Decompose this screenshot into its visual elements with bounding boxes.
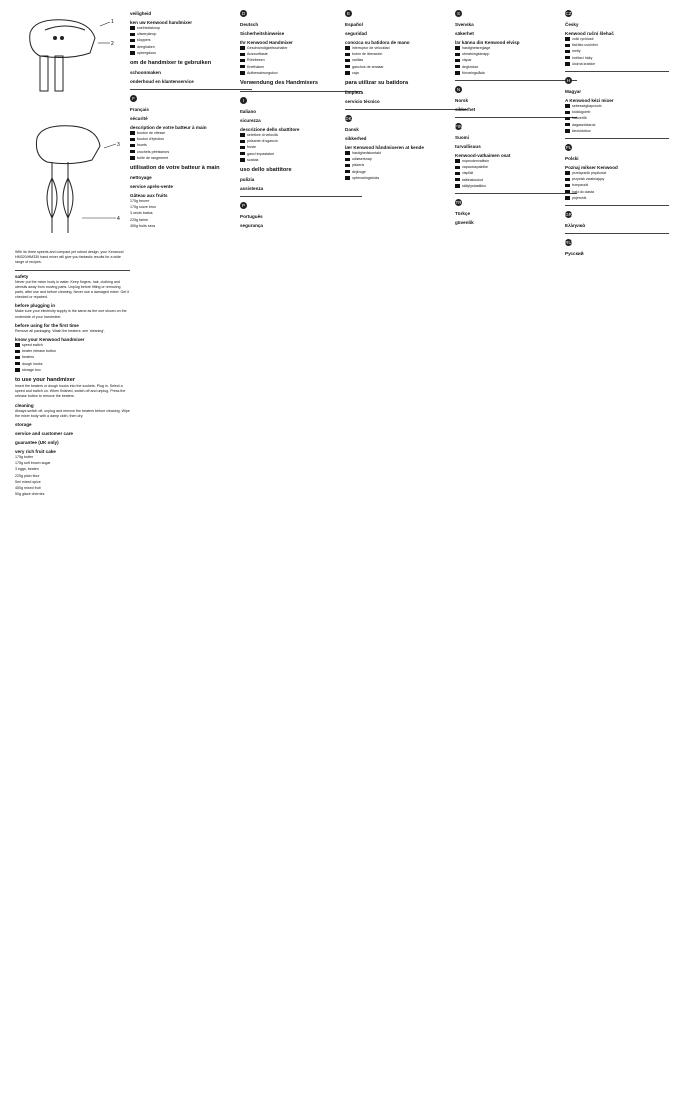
norwegian-safety-heading: sikkerhet [455, 107, 476, 113]
french-flag-icon: F [130, 95, 137, 102]
list-item: Aufbewahrungsbox [240, 71, 362, 76]
list-item: 50g glacé cherries [15, 492, 45, 497]
use-text: Insert the beaters or dough hooks into the sockets. Plug in. Select a speed and switch on. When finished, switch off and unplug. Press the release button to remove the beaters. [15, 384, 126, 399]
key-marker [240, 140, 245, 144]
list-item: dejkroge [345, 170, 467, 175]
list-item: tárolódoboz [565, 129, 669, 134]
list-item: vispilät [455, 171, 577, 176]
spanish-cleaning-heading: limpieza [345, 90, 364, 96]
italian-safety-heading: sicurezza [240, 118, 261, 124]
parts-heading: know your Kenwood handmixer [15, 337, 85, 343]
list-item: 225g plain flour [15, 473, 40, 478]
list-item: pulsante di sgancio [240, 139, 362, 144]
list-item: nopeudenvalitsin [455, 159, 577, 164]
list-item: botón de liberación [345, 52, 467, 57]
italian-parts-heading: descrizione dello sbattitore [240, 127, 300, 133]
list-item: udløserknap [345, 157, 467, 162]
spanish-safety-heading: seguridad [345, 31, 367, 36]
swedish-safety-heading: säkerhet [455, 31, 474, 36]
list-item: 175g soft brown sugar [15, 461, 51, 466]
hungarian-flag-icon: H [566, 78, 571, 84]
before-heading: before plugging in [15, 303, 56, 309]
use-heading: om de handmixer te gebruiken [130, 60, 212, 67]
key-marker [345, 164, 350, 168]
first-use-heading: before using for the first time [15, 322, 79, 328]
key-marker [565, 171, 570, 175]
greek-title: Ελληνικά [565, 223, 586, 229]
list-item: haki do ciasta [565, 190, 669, 195]
list-item: ganchos de amasar [345, 65, 467, 70]
parts-list [345, 151, 467, 181]
key-marker [565, 129, 570, 133]
russian-title: Русский [565, 251, 584, 257]
spanish-title: Español [345, 22, 363, 27]
list-item: interruptor de velocidad [345, 46, 467, 51]
key-marker [130, 138, 135, 142]
list-item: fruste [240, 145, 362, 150]
list-item: snelheidsknop [130, 26, 252, 31]
italian-title: Italiano [240, 109, 257, 115]
key-marker [345, 71, 350, 75]
safety-heading: veiligheid [130, 11, 152, 16]
key-marker [345, 151, 350, 155]
recipe-list [130, 199, 252, 229]
column-spanish-danish [345, 8, 467, 1104]
key-marker [15, 356, 20, 360]
list-item: metly [565, 49, 669, 54]
list-item: sebességkapcsoló [565, 104, 669, 109]
list-item: Rührbesen [240, 58, 362, 63]
french-service-heading: service après-vente [130, 184, 173, 190]
hand-mixer-illustration [10, 8, 125, 103]
finnish-parts-heading: Kenwood-vatkaimen osat [455, 153, 511, 159]
german-flag-icon: D [241, 11, 246, 16]
list-item: vispar [455, 58, 577, 63]
norwegian-title: Norsk [455, 98, 469, 104]
list-item: förvaringslåda [455, 71, 577, 76]
spanish-flag-icon: E [346, 11, 350, 16]
column-central-europe [565, 8, 669, 1104]
list-item: varillas [345, 58, 467, 63]
parts-heading: ken uw Kenwood handmixer [130, 20, 193, 25]
czech-flag-icon: CZ [565, 11, 572, 16]
key-marker [345, 158, 350, 162]
key-marker [565, 44, 570, 48]
key-marker [130, 131, 135, 135]
finnish-safety-heading: turvallisuus [455, 144, 481, 150]
cleaning-heading: cleaning [15, 402, 34, 408]
polish-flag-icon: PL [565, 145, 572, 151]
key-marker [345, 170, 350, 174]
list-item: 175g sucre brun [130, 205, 156, 210]
key-marker [455, 178, 460, 182]
list-item: volič rychlosti [565, 37, 669, 42]
key-marker [455, 59, 460, 63]
svg-text:4: 4 [117, 216, 120, 222]
list-item: vapautuspainike [455, 165, 577, 170]
finnish-title: Suomi [455, 135, 470, 141]
key-marker [130, 33, 135, 37]
key-marker [565, 184, 570, 188]
parts-list [565, 171, 669, 201]
list-item: caja [345, 71, 467, 76]
key-marker [15, 343, 20, 347]
german-title: Deutsch [240, 22, 259, 27]
polish-title: Polski [565, 156, 579, 162]
italian-service-heading: assistenza [240, 186, 264, 192]
spanish-service-heading: servicio técnico [345, 99, 380, 105]
list-item: ganci impastatori [240, 152, 362, 157]
column-nordic [455, 8, 577, 1104]
parts-list [565, 104, 669, 134]
italian-use-heading: uso dello sbattitore [240, 167, 292, 174]
parts-list [130, 131, 252, 161]
parts-list [240, 133, 362, 163]
list-item: Auswurftaste [240, 52, 362, 57]
french-cleaning-heading: nettoyage [130, 175, 152, 181]
parts-list [15, 343, 130, 373]
key-marker [345, 53, 350, 57]
turkish-safety-heading: güvenlik [455, 220, 474, 226]
intro-text: With its three speeds and compact yet robust design, your Kenwood HM320/HM330 hand mixer will give you fantastic results for a wide range of recipes. [15, 250, 124, 265]
swedish-flag-icon: S [456, 11, 460, 16]
finnish-flag-icon: FIN [455, 124, 463, 130]
french-recipe-heading: Gâteau aux fruits [130, 193, 168, 199]
list-item: 175g butter [15, 455, 34, 460]
list-item: úložná krabice [565, 62, 669, 67]
list-item: 450g fruits secs [130, 223, 156, 228]
list-item: beater release button [15, 349, 130, 354]
list-item: dough hooks [15, 362, 130, 367]
list-item: trzepaczki [565, 183, 669, 188]
key-marker [15, 362, 20, 366]
hungarian-title: Magyar [565, 89, 582, 95]
list-item: Geschwindigkeitsschalter [240, 46, 362, 51]
column-german-italian [240, 8, 362, 1104]
russian-flag-icon: RU [565, 240, 572, 246]
key-marker [240, 65, 245, 69]
list-item: bouton d'éjection [130, 137, 252, 142]
key-marker [565, 190, 570, 194]
norwegian-flag-icon: N [456, 87, 461, 93]
parts-list [240, 46, 362, 76]
key-marker [565, 196, 570, 200]
cleaning-heading: schoonmaken [130, 70, 161, 76]
parts-list [455, 46, 577, 76]
key-marker [130, 45, 135, 49]
svg-text:2: 2 [111, 41, 114, 47]
list-item: scatola [240, 158, 362, 163]
key-marker [455, 65, 460, 69]
turkish-flag-icon: TR [455, 200, 462, 206]
key-marker [565, 178, 570, 182]
key-marker [130, 150, 135, 154]
key-marker [240, 71, 245, 75]
key-marker [455, 159, 460, 163]
key-marker [565, 117, 570, 121]
spanish-parts-heading: conozca su batidora de mano [345, 40, 410, 45]
italian-flag-icon: I [240, 97, 247, 104]
list-item: piskeris [345, 163, 467, 168]
french-safety-heading: sécurité [130, 116, 148, 122]
key-marker [130, 51, 135, 55]
column-dutch-french [130, 8, 252, 1104]
greek-flag-icon: GR [565, 212, 572, 218]
list-item: storage box [15, 368, 130, 373]
swedish-title: Svenska [455, 22, 474, 27]
key-marker [455, 46, 460, 50]
czech-parts-heading: Kenwood ruční šlehač [565, 31, 614, 36]
list-item: speed switch [15, 343, 130, 348]
turkish-title: Türkçe [455, 211, 471, 217]
parts-list [565, 37, 669, 67]
list-item: opbergdoos [130, 51, 252, 56]
key-marker [130, 26, 135, 30]
danish-parts-heading: lær Kenwood håndmixeren at kende [345, 145, 424, 151]
guarantee-heading: guarantee (UK only) [15, 440, 59, 446]
key-marker [565, 50, 570, 54]
list-item: taikinakoukut [455, 178, 577, 183]
key-marker [240, 152, 245, 156]
key-marker [240, 53, 245, 57]
spanish-use-heading: para utilizar su batidora [345, 80, 409, 87]
key-marker [455, 166, 460, 170]
list-item: selettore di velocità [240, 133, 362, 138]
column-english [15, 250, 130, 1105]
danish-flag-icon: DK [345, 116, 352, 122]
key-marker [240, 133, 245, 137]
key-marker [565, 111, 570, 115]
key-marker [565, 37, 570, 41]
czech-title: Česky [565, 22, 579, 27]
hungarian-parts-heading: A Kenwood kézi mixer [565, 98, 614, 104]
list-item: 5ml mixed spice [15, 479, 41, 484]
key-marker [565, 56, 570, 60]
list-item: przycisk zwalniający [565, 177, 669, 182]
key-marker [345, 59, 350, 63]
key-marker [240, 59, 245, 63]
list-item: 225g farine [130, 217, 148, 222]
list-item: fouets [130, 143, 252, 148]
danish-title: Dansk [345, 127, 359, 133]
list-item: deeghaken [130, 45, 252, 50]
parts-list [345, 46, 467, 76]
list-item: bouton de vitesse [130, 131, 252, 136]
portuguese-safety-heading: segurança [240, 223, 263, 229]
key-marker [565, 104, 570, 108]
portuguese-flag-icon: P [241, 203, 245, 209]
list-item: degkrokar [455, 65, 577, 70]
service-heading: onderhoud en klantenservice [130, 79, 194, 85]
french-title: Français [130, 107, 149, 113]
storage-heading: storage [15, 422, 32, 428]
list-item: 3 oeufs battus [130, 211, 153, 216]
key-marker [455, 53, 460, 57]
italian-cleaning-heading: pulizia [240, 177, 255, 183]
list-item: 175g beurre [130, 199, 150, 204]
list-item: tlačítko uvolnění [565, 43, 669, 48]
list-item: Knethaken [240, 65, 362, 70]
safety-text: Never put the mixer body in water. Keep fingers, hair, clothing and utensils away from moving parts. Unplug before fitting or removing parts, after use and before cleaning. Never use a damaged mixer. Get it checked or repaired. [15, 279, 130, 300]
german-safety-heading: Sicherheitshinweise [240, 31, 285, 36]
key-marker [15, 350, 20, 354]
list-item: hastighedskontakt [345, 151, 467, 156]
key-marker [240, 46, 245, 50]
list-item: habverők [565, 116, 669, 121]
safety-heading: safety [15, 273, 29, 279]
swedish-parts-heading: lär känna din Kenwood elvisp [455, 40, 520, 45]
list-item: uitwerpknop [130, 32, 252, 37]
parts-list [455, 159, 577, 189]
german-use-heading: Verwendung des Handmixers [240, 80, 319, 87]
svg-text:1: 1 [111, 19, 114, 25]
before-text: Make sure your electricity supply is the same as the one shown on the underside of your handmixer. [15, 309, 127, 319]
key-marker [345, 65, 350, 69]
key-marker [130, 156, 135, 160]
list-item: utmatningsknapp [455, 52, 577, 57]
recipe-list [15, 455, 130, 497]
key-marker [130, 39, 135, 43]
french-use-heading: utilisation de votre batteur à main [130, 165, 220, 172]
key-marker [565, 123, 570, 127]
parts-list [130, 26, 252, 56]
french-parts-heading: description de votre batteur à main [130, 125, 207, 131]
key-marker [130, 144, 135, 148]
list-item: 450g mixed fruit [15, 486, 41, 491]
svg-text:3: 3 [117, 142, 120, 148]
key-marker [15, 368, 20, 372]
beaters-illustration [12, 118, 127, 243]
portuguese-title: Português [240, 214, 263, 220]
list-item: kioldógomb [565, 110, 669, 115]
danish-safety-heading: sikkerhed [345, 136, 367, 142]
key-marker [240, 158, 245, 162]
list-item: beaters [15, 355, 130, 360]
key-marker [565, 62, 570, 66]
list-item: hastighetsreglage [455, 46, 577, 51]
german-parts-heading: Ihr Kenwood Handmixer [240, 40, 293, 45]
list-item: dagasztókarok [565, 123, 669, 128]
cleaning-text: Always switch off, unplug and remove the beaters before cleaning. Wipe the mixer body with a damp cloth, then dry. [15, 408, 130, 418]
list-item: crochets pétrisseurs [130, 150, 252, 155]
service-heading: service and customer care [15, 431, 73, 437]
key-marker [455, 184, 460, 188]
list-item: boîte de rangement [130, 156, 252, 161]
use-heading: to use your handmixer [15, 377, 75, 384]
list-item: kloppers [130, 38, 252, 43]
first-use-text: Remove all packaging. Wash the beaters: see 'cleaning'. [15, 328, 105, 333]
key-marker [240, 146, 245, 150]
list-item: hnětací háky [565, 56, 669, 61]
list-item: opbevaringsboks [345, 176, 467, 181]
key-marker [345, 176, 350, 180]
key-marker [455, 71, 460, 75]
polish-parts-heading: Poznaj mikser Kenwood [565, 165, 618, 171]
recipe-heading: very rich fruit cake [15, 449, 56, 455]
key-marker [455, 172, 460, 176]
list-item: pojemnik [565, 196, 669, 201]
key-marker [345, 46, 350, 50]
list-item: przełącznik prędkości [565, 171, 669, 176]
list-item: 3 eggs, beaten [15, 467, 39, 472]
list-item: säilytyslaatikko [455, 184, 577, 189]
